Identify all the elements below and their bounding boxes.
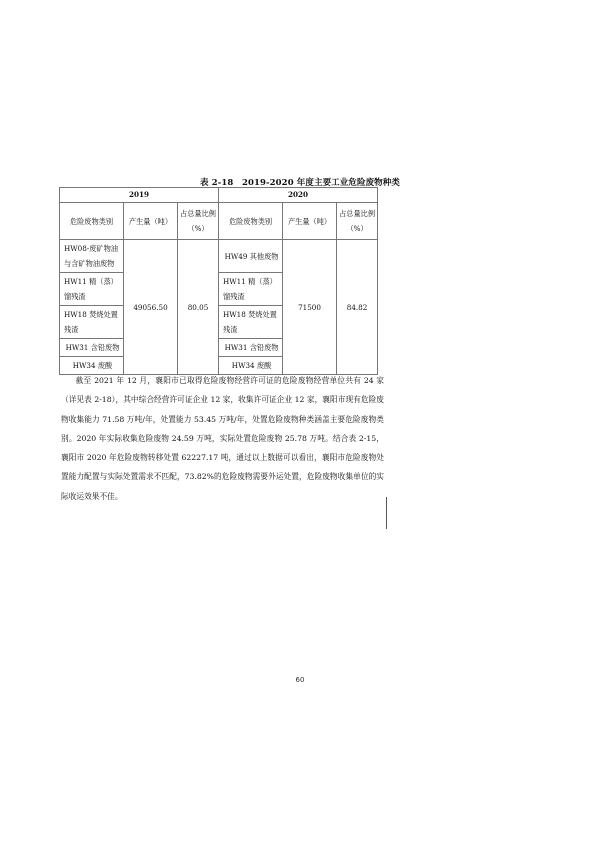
waste-type-2019: HW11 精（蒸）馏残渣 [60, 273, 124, 306]
paragraph-text: 截至 2021 年 12 月，襄阳市已取得危险废物经营许可证的危险废物经营单位共有 24 家（详见表 2-18），其中综合经营许可证企业 12 家，收集许可证企业 12 家，襄阳市现有危险废物收集能力 71.58 万吨/年，处置能力 53.45 万吨/年，处置危险废物种类涵盖主要危险废物类别。2020 年实际收集危险废物 24.59 万吨，实际处置危险废物 25.78 万吨。结合表 2-15，襄阳市 2020 年危险废物转移处置 62227.17 吨，通过以上数据可以看出，襄阳市危险废物处置能力配置与实际处置需求不匹配，73.82%的危险废物需要外运处置，危险废物收集单位的实际收运效果不佳。 [61, 376, 384, 501]
table-row [60, 203, 378, 240]
waste-type-2020: HW11 精（蒸）馏残渣 [219, 273, 283, 306]
amount-2020: 71500 [283, 240, 337, 375]
revision-bar [386, 497, 387, 529]
ratio-2020: 84.82 [337, 240, 378, 375]
header-type-2020: 危险废物类别 [219, 203, 283, 240]
amount-2019: 49056.50 [124, 240, 178, 375]
year-2019-header: 2019 [60, 188, 219, 203]
waste-type-2019: HW18 焚烧处置残渣 [60, 306, 124, 339]
header-ratio-2019: 占总量比例（%） [178, 203, 219, 240]
header-ratio-2020: 占总量比例（%） [337, 203, 378, 240]
body-paragraph [61, 371, 384, 506]
waste-type-2020: HW31 含铅废物 [219, 339, 283, 357]
waste-type-2020: HW49 其他废物 [219, 240, 283, 273]
waste-type-2019: HW34 废酸 [60, 357, 124, 375]
waste-type-2020: HW34 废酸 [219, 357, 283, 375]
waste-type-2020: HW18 焚烧处置残渣 [219, 306, 283, 339]
page-number: 60 [295, 676, 305, 684]
hazardous-waste-table [59, 187, 378, 375]
header-type-2019: 危险废物类别 [60, 203, 124, 240]
header-amount-2020: 产生量（吨） [283, 203, 337, 240]
year-2020-header: 2020 [219, 188, 378, 203]
table-row [60, 188, 378, 203]
header-amount-2019: 产生量（吨） [124, 203, 178, 240]
table-caption: 表 2-18 2019-2020 年度主要工业危险废物种类 [200, 178, 400, 188]
waste-type-2019: HW31 含铅废物 [60, 339, 124, 357]
table-row [60, 240, 378, 273]
waste-type-2019: HW08-废矿物油与含矿物油废物 [60, 240, 124, 273]
ratio-2019: 80.05 [178, 240, 219, 375]
